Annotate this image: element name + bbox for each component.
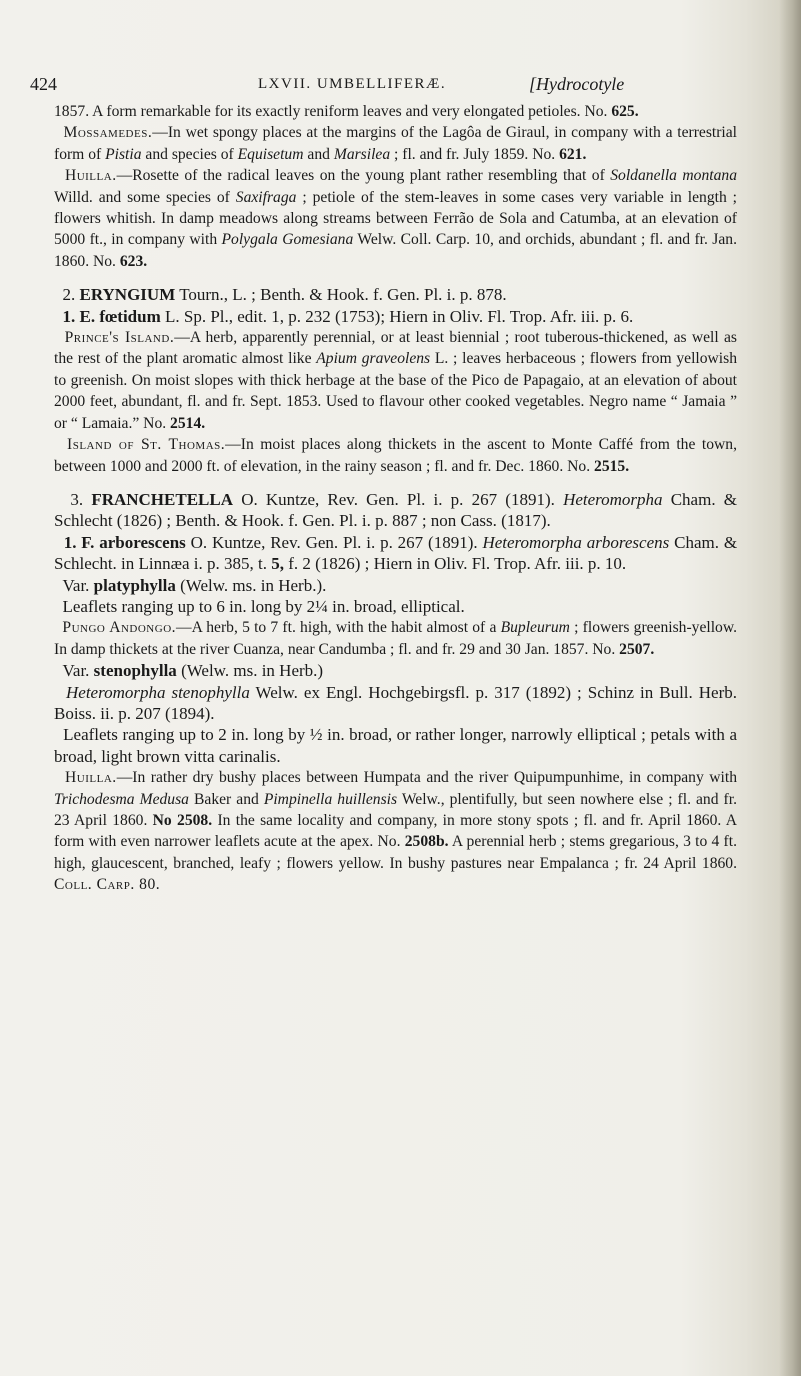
locality-label: Pungo Andongo.	[62, 619, 177, 637]
species-franchetella-arborescens: 1. F. arborescens O. Kuntze, Rev. Gen. Pl. i. p. 267 (1891). Heteromorpha arborescens Cham. & Schlecht. in Linnæa i. p. 385, t. 5, f. 2 (1826) ; Hiern in Oliv. Fl. Trop. Afr. iii. p. 10.	[54, 532, 738, 574]
specimen-number: 2508b.	[404, 833, 449, 851]
specimen-number: 2507.	[619, 640, 655, 658]
variety-stenophylla: Var. stenophylla (Welw. ms. in Herb.)	[62, 661, 324, 681]
genus-heading-eryngium: 2. ERYNGIUM Tourn., L. ; Benth. & Hook. f. Gen. Pl. i. p. 878.	[62, 285, 507, 305]
specimen-number: 2515.	[594, 457, 630, 475]
specimen-number: 621.	[559, 145, 587, 163]
paragraph-huilla-2: Huilla.—In rather dry bushy places between Humpata and the river Quipumpunhime, in company with Trichodesma Medusa Baker and Pimpinella huillensis Welw., plentifully, but seen nowhere else ; fl. and fr. 23 April 1860. No 2508. In the same locality and company, in more stony spots ; fl. and fr. April 1860. A form with even narrower leaflets acute at the apex. No. 2508b. A perennial herb ; stems gregarious, 3 to 4 ft. high, glaucescent, branched, leafy ; flowers yellow. In bushy pastures near Empalanca ; fr. 24 April 1860. Coll. Carp. 80.	[54, 769, 737, 894]
paragraph-princes-island: Prince's Island.—A herb, apparently perennial, or at least biennial ; root tuberous-thickened, as well as the rest of the plant aromatic almost like Apium graveolens L. ; leaves herbaceous ; flowers from yellowish to greenish. On moist slopes with thick herbage at the base of the Pico de Papagaio, at an elevation of about 2000 feet, abundant, fl. and fr. Sept. 1853. Used to flavour other cooked vegetables. Negro name “ Jamaia ” or “ Lamaia.” No. 2514.	[54, 329, 737, 432]
running-genus: [Hydrocotyle	[529, 74, 625, 94]
specimen-number: 623.	[119, 252, 148, 270]
variety-platyphylla: Var. platyphylla (Welw. ms. in Herb.).	[62, 575, 327, 595]
specimen-number: No 2508.	[152, 812, 213, 829]
paragraph-1857-form: 1857. A form remarkable for its exactly reniform leaves and very elongated petioles. No. 625.	[54, 103, 639, 120]
page-edge-shadow	[779, 0, 801, 1376]
species-eryngium-foetidum: 1. E. fœtidum L. Sp. Pl., edit. 1, p. 232 (1753); Hiern in Oliv. Fl. Trop. Afr. iii. p. 6.	[62, 306, 634, 326]
variety-stenophylla-synonym: Heteromorpha stenophylla Welw. ex Engl. Hochgebirgsfl. p. 317 (1892) ; Schinz in Bull. Herb. Boiss. ii. p. 207 (1894).	[54, 682, 737, 723]
locality-label: Mossamedes.	[63, 124, 153, 142]
variety-platyphylla-description: Leaflets ranging up to 6 in. long by 2¼ in. broad, elliptical.	[62, 596, 465, 616]
specimen-number: 2514.	[170, 414, 206, 432]
running-header	[30, 74, 730, 98]
locality-label: Island of St. Thomas.	[67, 436, 226, 454]
genus-heading-franchetella: 3. FRANCHETELLA O. Kuntze, Rev. Gen. Pl. i. p. 267 (1891). Heteromorpha Cham. & Schlecht (1826) ; Benth. & Hook. f. Gen. Pl. i. p. 887 ; non Cass. (1817).	[54, 489, 737, 531]
paragraph-st-thomas: Island of St. Thomas.—In moist places along thickets in the ascent to Monte Caffé from the town, between 1000 and 2000 ft. of elevation, in the rainy season ; fl. and fr. Dec. 1860. No. 2515.	[54, 436, 738, 475]
page-body	[54, 101, 737, 896]
paragraph-huilla-1: Huilla.—Rosette of the radical leaves on the young plant rather resembling that of Soldanella montana Willd. and some species of Saxifraga ; petiole of the stem-leaves in some cases very variable in length ; flowers whitish. In damp meadows along streams between Ferrão de Sola and Catumba, at an elevation of 5000 ft., in company with Polygala Gomesiana Welw. Coll. Carp. 10, and orchids, abundant ; fl. and fr. Jan. 1860. No. 623.	[54, 167, 737, 270]
locality-label: Huilla.	[65, 769, 117, 787]
paragraph-pungo-andongo: Pungo Andongo.—A herb, 5 to 7 ft. high, with the habit almost of a Bupleurum ; flowers greenish-yellow. In damp thickets at the river Cuanza, near Candumba ; fl. and fr. 29 and 30 Jan. 1857. No. 2507.	[54, 619, 737, 658]
locality-label: Prince's Island.	[64, 329, 175, 347]
paragraph-mossamedes: Mossamedes.—In wet spongy places at the margins of the Lagôa de Giraul, in company with a terrestrial form of Pistia and species of Equisetum and Marsilea ; fl. and fr. July 1859. No. 621.	[54, 124, 737, 163]
variety-stenophylla-description: Leaflets ranging up to 2 in. long by ½ in. broad, or rather longer, narrowly elliptical ; petals with a broad, light brown vitta carinalis.	[54, 725, 737, 766]
locality-label: Huilla.	[64, 167, 117, 185]
chapter-title: LXVII. UMBELLIFERÆ.	[258, 76, 447, 92]
page-number: 424	[30, 74, 57, 94]
specimen-number: 625.	[611, 103, 639, 120]
